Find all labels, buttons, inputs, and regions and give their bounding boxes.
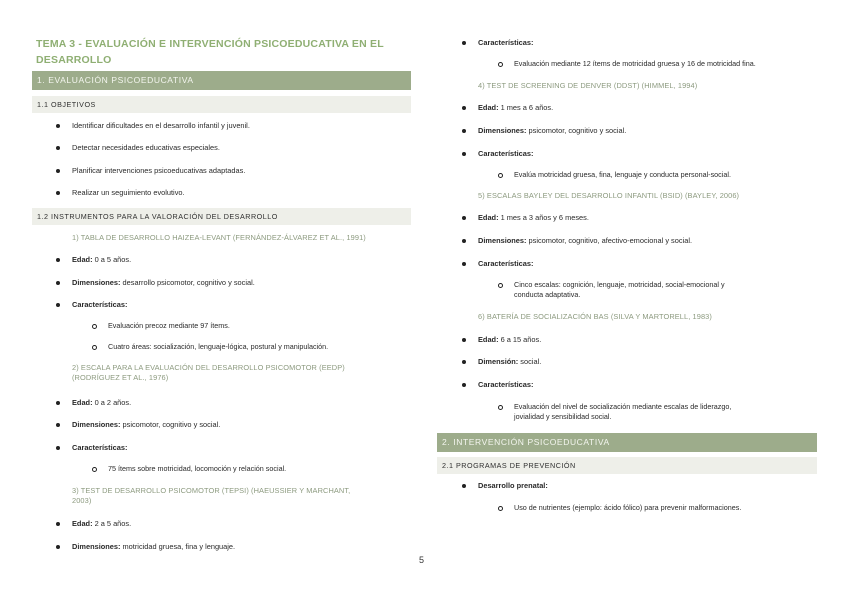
subsection-heading-instrumentos: 1.2 INSTRUMENTOS PARA LA VALORACIÓN DEL DESARROLLO [32,208,411,225]
edad-value: 1 mes a 3 años y 6 meses. [498,213,589,222]
edad-item [478,335,541,345]
edad-value: 0 a 5 años. [92,255,132,264]
edad-item [72,519,131,529]
edad-label: Edad: [478,213,499,222]
edad-value: 0 a 2 años. [92,398,132,407]
dimensiones-label: Dimensiones: [478,236,527,245]
characteristic-item: Evaluación mediante 12 ítems de motricidad gruesa y 16 de motricidad fina. [514,59,756,68]
dimension-label: Dimensión: [478,357,519,366]
instrument-title-bas: 6) BATERÍA DE SOCIALIZACIÓN BAS (SILVA Y MARTORELL, 1983) [478,312,712,321]
characteristic-line: Cinco escalas: cognición, lenguaje, motricidad, social-emocional y [514,280,725,289]
instrument-title-eedp [72,363,345,383]
edad-item [72,255,131,265]
caracteristicas-label: Características: [72,443,128,452]
document-title: TEMA 3 - EVALUACIÓN E INTERVENCIÓN PSICOEDUCATIVA EN EL DESARROLLO [36,38,384,66]
page-number: 5 [419,555,425,565]
dimensiones-label: Dimensiones: [478,126,527,135]
characteristic-item: Uso de nutrientes (ejemplo: ácido fólico) para prevenir malformaciones. [514,503,742,512]
dimensiones-value: motricidad gruesa, fina y lenguaje. [120,542,236,551]
caracteristicas-label: Características: [478,380,534,389]
edad-label: Edad: [72,398,93,407]
dimensiones-item [72,420,220,430]
instrument-title-bayley: 5) ESCALAS BAYLEY DEL DESARROLLO INFANTIL (BSID) (BAYLEY, 2006) [478,191,740,200]
edad-item [72,398,131,408]
objective-item: Realizar un seguimiento evolutivo. [72,188,185,197]
characteristic-item: 75 ítems sobre motricidad, locomoción y relación social. [108,464,287,473]
dimension-item [478,357,541,367]
objective-item: Planificar intervenciones psicoeducativas adaptadas. [72,166,246,175]
characteristic-line: conducta adaptativa. [514,290,581,299]
dimensiones-label: Dimensiones: [72,420,121,429]
edad-value: 6 a 15 años. [498,335,542,344]
instrument-title-denver: 4) TEST DE SCREENING DE DENVER (DDST) (HIMMEL, 1994) [478,81,698,90]
dimensiones-value: psicomotor, cognitivo y social. [526,126,627,135]
characteristic-item: Evalúa motricidad gruesa, fina, lenguaje y conducta personal-social. [514,170,731,179]
dimensiones-item [478,126,626,136]
characteristic-line: jovialidad y sensibilidad social. [514,412,612,421]
dimensiones-item [72,278,255,288]
edad-label: Edad: [478,103,499,112]
dimensiones-value: desarrollo psicomotor, cognitivo y social. [120,278,255,287]
edad-item [478,213,589,223]
objective-item: Identificar dificultades en el desarrollo infantil y juvenil. [72,121,250,130]
edad-value: 1 mes a 6 años. [498,103,554,112]
caracteristicas-item [72,300,127,310]
dimensiones-label: Dimensiones: [72,278,121,287]
subsection-heading-objetivos: 1.1 OBJETIVOS [32,96,411,113]
instrument-title-line: (RODRÍGUEZ ET AL., 1976) [72,373,169,382]
dimensiones-item [478,236,692,246]
edad-value: 2 a 5 años. [92,519,132,528]
characteristic-line: Evaluación del nivel de socialización mediante escalas de liderazgo, [514,402,732,411]
dimensiones-label: Dimensiones: [72,542,121,551]
caracteristicas-item [478,38,533,48]
caracteristicas-item [478,259,533,269]
instrument-title-line: 3) TEST DE DESARROLLO PSICOMOTOR (TEPSI) (HAEUSSIER Y MARCHANT, [72,486,351,495]
section-heading-intervencion: 2. INTERVENCIÓN PSICOEDUCATIVA [437,433,817,452]
dimensiones-value: psicomotor, cognitivo y social. [120,420,221,429]
characteristic-item: Evaluación precoz mediante 97 ítems. [108,321,230,330]
caracteristicas-item [478,149,533,159]
edad-item [478,103,553,113]
section-heading-evaluacion: 1. EVALUACIÓN PSICOEDUCATIVA [32,71,411,90]
caracteristicas-label: Características: [478,259,534,268]
instrument-title-haizea: 1) TABLA DE DESARROLLO HAIZEA-LEVANT (FERNÁNDEZ-ÁLVAREZ ET AL., 1991) [72,233,366,242]
instrument-title-line: 2) ESCALA PARA LA EVALUACIÓN DEL DESARROLLO PSICOMOTOR (EEDP) [72,363,345,372]
dimension-value: social. [518,357,542,366]
dimensiones-value: psicomotor, cognitivo, afectivo-emocional y social. [526,236,693,245]
prenatal-item [478,481,548,491]
caracteristicas-item [72,443,127,453]
prenatal-label: Desarrollo prenatal: [478,481,548,490]
edad-label: Edad: [478,335,499,344]
caracteristicas-label: Características: [478,149,534,158]
instrument-title-tepsi [72,486,350,506]
subsection-heading-prevencion: 2.1 PROGRAMAS DE PREVENCIÓN [437,457,817,474]
characteristic-item [514,280,725,300]
caracteristicas-label: Características: [478,38,534,47]
edad-label: Edad: [72,519,93,528]
caracteristicas-label: Características: [72,300,128,309]
characteristic-item [514,402,731,422]
objective-item: Detectar necesidades educativas especiales. [72,143,220,152]
characteristic-item: Cuatro áreas: socialización, lenguaje-lógica, postural y manipulación. [108,342,329,351]
instrument-title-line: 2003) [72,496,92,505]
caracteristicas-item [478,380,533,390]
edad-label: Edad: [72,255,93,264]
dimensiones-item [72,542,235,552]
